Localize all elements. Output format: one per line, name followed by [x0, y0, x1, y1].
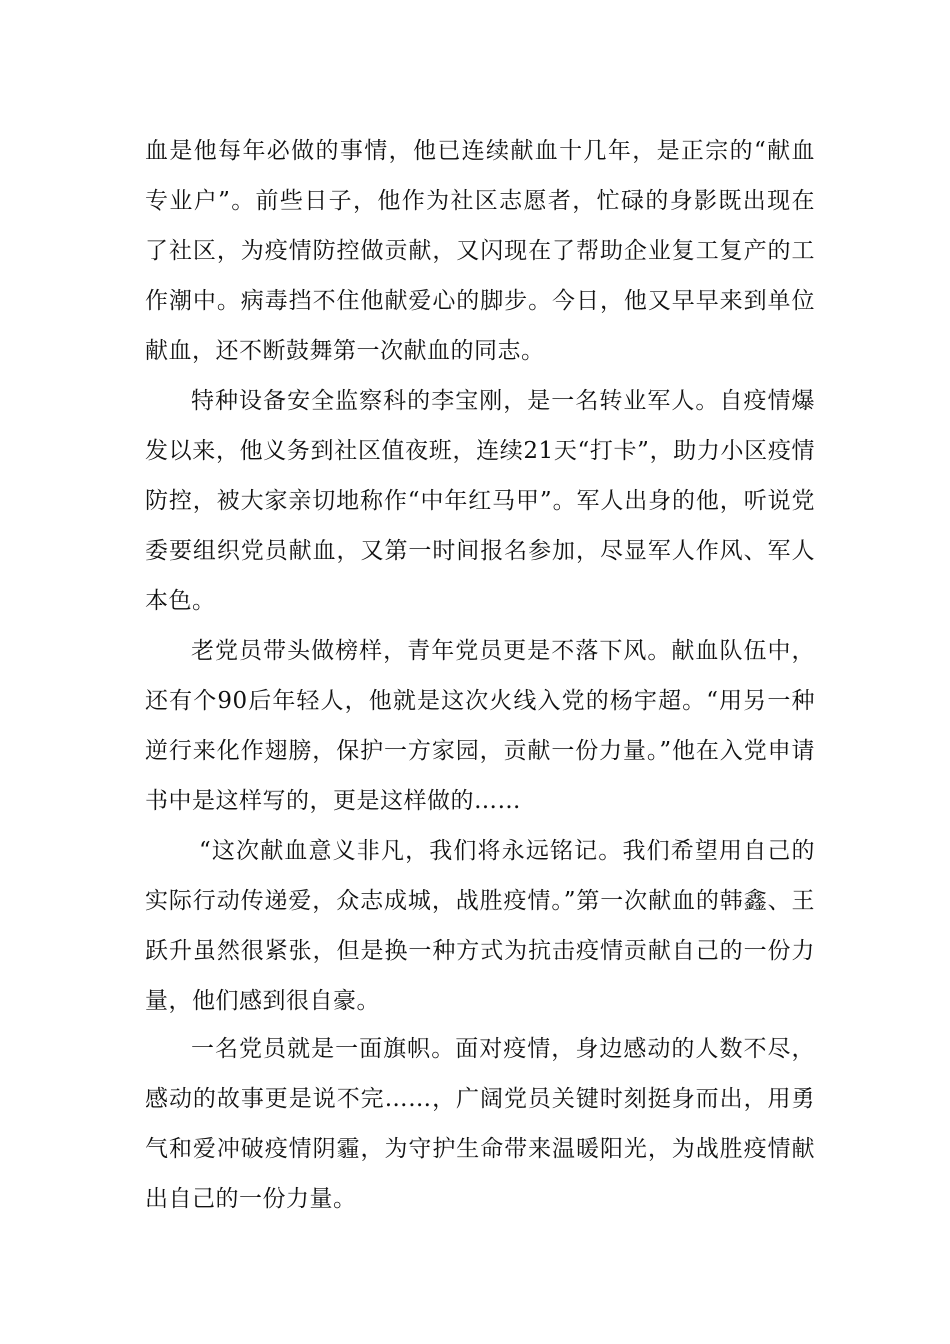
- paragraph-li-baogang: 特种设备安全监察科的李宝刚，是一名转业军人。自疫情爆发以来，他义务到社区值夜班，连续21天“打卡”，助力小区疫情防控，被大家亲切地称作“中年红马甲”。军人出身的他，听说党委要组织党员献血，又第一时间报名参加，尽显军人作风、军人本色。: [145, 388, 815, 614]
- paragraph-first-time-donors: “这次献血意义非凡，我们将永远铭记。我们希望用自己的实际行动传递爱，众志成城，战胜疫情。”第一次献血的韩鑫、王跃升虽然很紧张，但是换一种方式为抗击疫情贡献自己的一份力量，他们感到很自豪。: [145, 838, 815, 1014]
- paragraph-blood-donation-specialist: 血是他每年必做的事情，他已连续献血十几年，是正宗的“献血专业户”。前些日子，他作为社区志愿者，忙碌的身影既出现在了社区，为疫情防控做贡献，又闪现在了帮助企业复工复产的工作潮中。病毒挡不住他献爱心的脚步。今日，他又早早来到单位献血，还不断鼓舞第一次献血的同志。: [145, 138, 815, 364]
- paragraph-yang-yuchao: 老党员带头做榜样，青年党员更是不落下风。献血队伍中，还有个90后年轻人，他就是这次火线入党的杨宇超。“用另一种逆行来化作翅膀，保护一方家园，贡献一份力量。”他在入党申请书中是这样写的，更是这样做的……: [145, 638, 815, 814]
- paragraph-conclusion: 一名党员就是一面旗帜。面对疫情，身边感动的人数不尽，感动的故事更是说不完……，广阔党员关键时刻挺身而出，用勇气和爱冲破疫情阴霾，为守护生命带来温暖阳光，为战胜疫情献出自己的一份力量。: [145, 1036, 815, 1212]
